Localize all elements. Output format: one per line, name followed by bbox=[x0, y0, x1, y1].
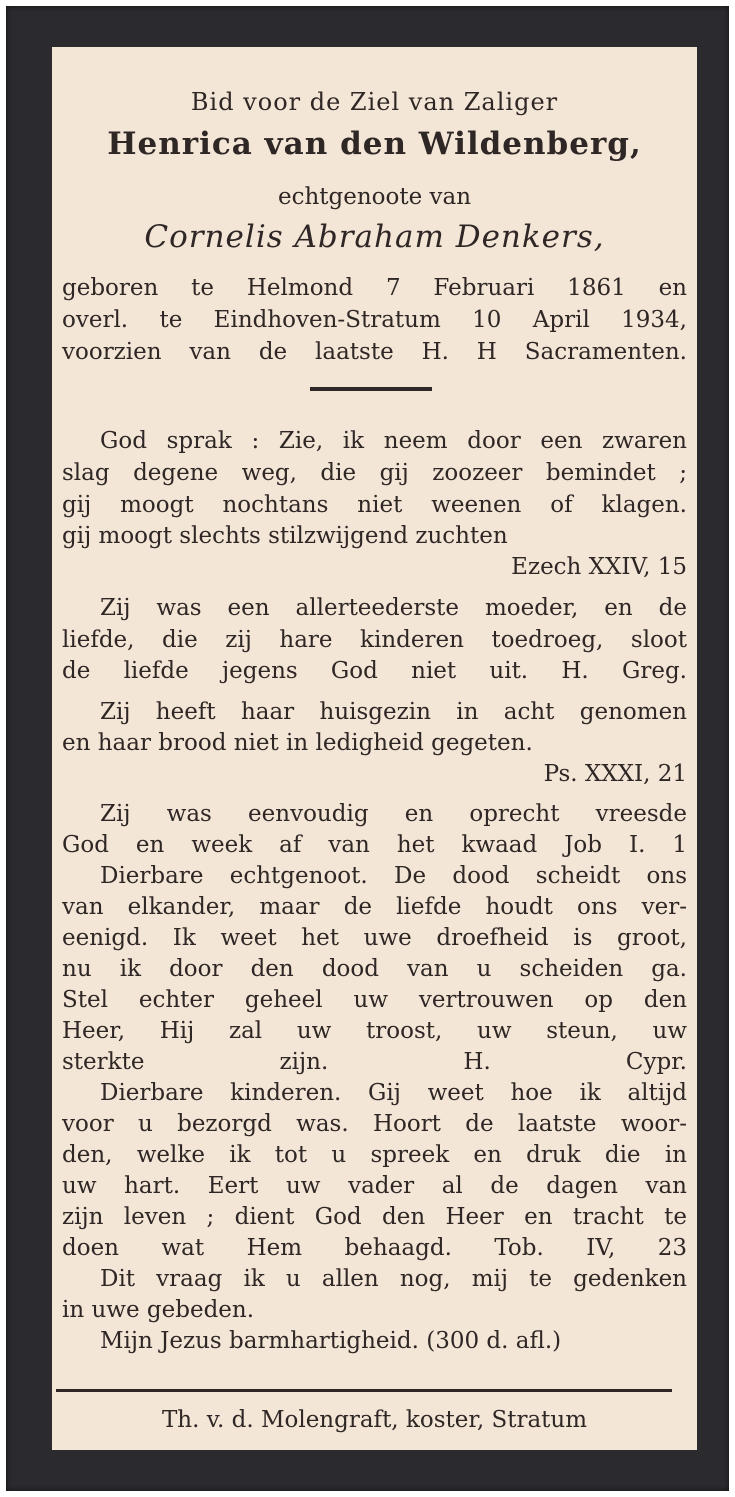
death-line: overl. te Eindhoven-Stratum 10 April 1934, bbox=[62, 307, 687, 333]
text-line: Stel echter geheel uw vertrouwen op den bbox=[62, 987, 687, 1013]
text-line: liefde, die zij hare kinderen toedroeg, sloot bbox=[62, 627, 687, 653]
text-line: en haar brood niet in ledigheid gegeten. bbox=[62, 730, 533, 756]
text-line: van elkander, maar de liefde houdt ons ver- bbox=[62, 894, 687, 920]
text-line: uw hart. Eert uw vader al de dagen van bbox=[62, 1173, 687, 1199]
text-line: den, welke ik tot u spreek en druk die in bbox=[62, 1142, 687, 1168]
text-line: zijn leven ; dient God den Heer en tracht te bbox=[62, 1204, 687, 1230]
text-line: sterkte zijn. H. Cypr. bbox=[62, 1049, 687, 1075]
citation: Ezech XXIV, 15 bbox=[511, 554, 687, 580]
text-line: nu ik door den dood van u scheiden ga. bbox=[62, 956, 687, 982]
text-line: Zij was een allerteederste moeder, en de bbox=[100, 595, 687, 621]
text-line: de liefde jegens God niet uit. H. Greg. bbox=[62, 658, 687, 684]
indulgence-prayer: Mijn Jezus barmhartigheid. (300 d. afl.) bbox=[100, 1328, 562, 1354]
birth-line: geboren te Helmond 7 Februari 1861 en bbox=[62, 275, 687, 301]
text-line: slag degene weg, die gij zoozeer bemindet ; bbox=[62, 460, 687, 486]
text-line: Dierbare kinderen. Gij weet hoe ik altijd bbox=[100, 1080, 687, 1106]
text-line: gij moogt nochtans niet weenen of klagen. bbox=[62, 492, 687, 518]
divider-long bbox=[56, 1389, 672, 1392]
citation: Ps. XXXI, 21 bbox=[543, 761, 687, 787]
text-line: gij moogt slechts stilzwijgend zuchten bbox=[62, 523, 508, 549]
spouse-intro: echtgenoote van bbox=[277, 184, 472, 210]
text-line: Heer, Hij zal uw troost, uw steun, uw bbox=[62, 1018, 687, 1044]
prayer-invocation: Bid voor de Ziel van Zaliger bbox=[190, 88, 559, 116]
deceased-name: Henrica van den Wildenberg, bbox=[107, 126, 642, 162]
divider-short bbox=[310, 387, 432, 391]
printer-credit: Th. v. d. Molengraft, koster, Stratum bbox=[161, 1407, 588, 1433]
card-paper bbox=[52, 47, 697, 1450]
spouse-name: Cornelis Abraham Denkers, bbox=[144, 219, 605, 255]
text-line: God sprak : Zie, ik neem door een zwaren bbox=[100, 428, 687, 454]
text-line: eenigd. Ik weet het uwe droefheid is groot, bbox=[62, 925, 687, 951]
text-line: doen wat Hem behaagd. Tob. IV, 23 bbox=[62, 1235, 687, 1261]
text-line: in uwe gebeden. bbox=[62, 1297, 255, 1323]
text-line: voor u bezorgd was. Hoort de laatste woor- bbox=[62, 1111, 687, 1137]
sacraments-line: voorzien van de laatste H. H Sacramenten. bbox=[62, 339, 687, 365]
text-line: God en week af van het kwaad Job I. 1 bbox=[62, 832, 687, 858]
text-line: Zij heeft haar huisgezin in acht genomen bbox=[100, 699, 687, 725]
text-line: Dierbare echtgenoot. De dood scheidt ons bbox=[100, 863, 687, 889]
text-line: Zij was eenvoudig en oprecht vreesde bbox=[100, 801, 687, 827]
text-line: Dit vraag ik u allen nog, mij te gedenken bbox=[100, 1266, 687, 1292]
